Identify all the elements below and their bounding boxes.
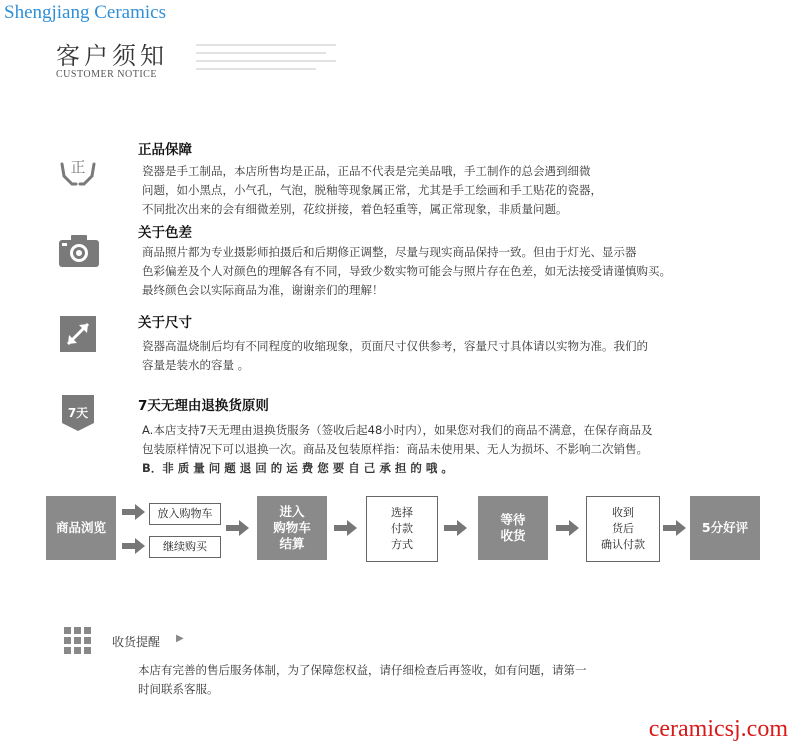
section-title-genuine: 正品保障 bbox=[138, 142, 192, 158]
resize-arrow-icon bbox=[60, 316, 100, 356]
flow-step-review: 5分好评 bbox=[690, 496, 760, 560]
section-text-return: A.本店支持7天无理由退换货服务（签收后起48小时内），如果您对我们的商品不满意，在保存商品及 包装原样情况下可以退换一次。商品及包装原样指：商品未使用果、无人为损坏、不影响二次销售。 B．非 质 量 问 题 退 回 的 运 费 您 要 自 己 承 担 的 哦 。 bbox=[142, 423, 653, 475]
flow-arrow-icon bbox=[226, 520, 250, 536]
seven-day-icon bbox=[62, 395, 102, 435]
page-subtitle: CUSTOMER NOTICE bbox=[56, 69, 157, 80]
flow-step-confirm: 收到 货后 确认付款 bbox=[586, 496, 660, 562]
section-text-genuine: 瓷器是手工制品，本店所售均是正品，正品不代表是完美品哦，手工制作的总会遇到细微 问题，如小黑点，小气孔，气泡，脱釉等现象属正常，尤其是手工绘画和手工贴花的瓷器， 不同批次出来的会有细微差别，花纹拼接，着色轻重等，属正常现象，非质量问题。 bbox=[142, 164, 602, 216]
watermark-text: ceramicsj.com bbox=[648, 716, 788, 742]
camera-icon bbox=[58, 234, 98, 274]
svg-text:正: 正 bbox=[70, 158, 86, 176]
section-title-color: 关于色差 bbox=[138, 225, 192, 241]
flow-arrow-icon bbox=[663, 520, 687, 536]
flow-arrow-icon bbox=[122, 538, 146, 554]
flow-step-browse: 商品浏览 bbox=[46, 496, 116, 560]
flow-step-checkout: 进入 购物车 结算 bbox=[257, 496, 327, 560]
flow-step-add-cart: 放入购物车 bbox=[149, 503, 221, 525]
flow-step-payment: 选择 付款 方式 bbox=[366, 496, 438, 562]
svg-text:7天: 7天 bbox=[67, 406, 89, 420]
tips-title: 收货提醒 bbox=[112, 635, 161, 649]
tips-text: 本店有完善的售后服务体制，为了保障您权益，请仔细检查后再签收，如有问题，请第一 时间联系客服。 bbox=[138, 663, 587, 696]
page-title: 客户须知 bbox=[56, 42, 168, 70]
brand-logo-text: Shengjiang Ceramics bbox=[4, 2, 166, 23]
flow-arrow-icon bbox=[556, 520, 580, 536]
decorative-lines bbox=[196, 44, 336, 76]
hands-genuine-icon bbox=[58, 150, 98, 190]
section-title-return: 7天无理由退换货原则 bbox=[138, 398, 269, 414]
flow-step-wait: 等待 收货 bbox=[478, 496, 548, 560]
section-text-color: 商品照片都为专业摄影师拍摄后和后期修正调整，尽量与现实商品保持一致。但由于灯光、显示器 色彩偏差及个人对颜色的理解各有不同，导致少数实物可能会与照片存在色差，如无法接受请谨慎购买。 最终颜色会以实际商品为准，谢谢亲们的理解！ bbox=[142, 245, 671, 297]
flow-arrow-icon bbox=[334, 520, 358, 536]
flow-arrow-icon bbox=[122, 504, 146, 520]
section-title-size: 关于尺寸 bbox=[138, 315, 192, 331]
flow-step-continue: 继续购买 bbox=[149, 536, 221, 558]
section-text-size: 瓷器高温烧制后均有不同程度的收缩现象，页面尺寸仅供参考，容量尺寸具体请以实物为准。我们的 容量是装水的容量 。 bbox=[142, 339, 648, 372]
caret-right-icon: ▶ bbox=[176, 633, 184, 644]
grid-icon bbox=[64, 627, 92, 655]
flow-arrow-icon bbox=[444, 520, 468, 536]
